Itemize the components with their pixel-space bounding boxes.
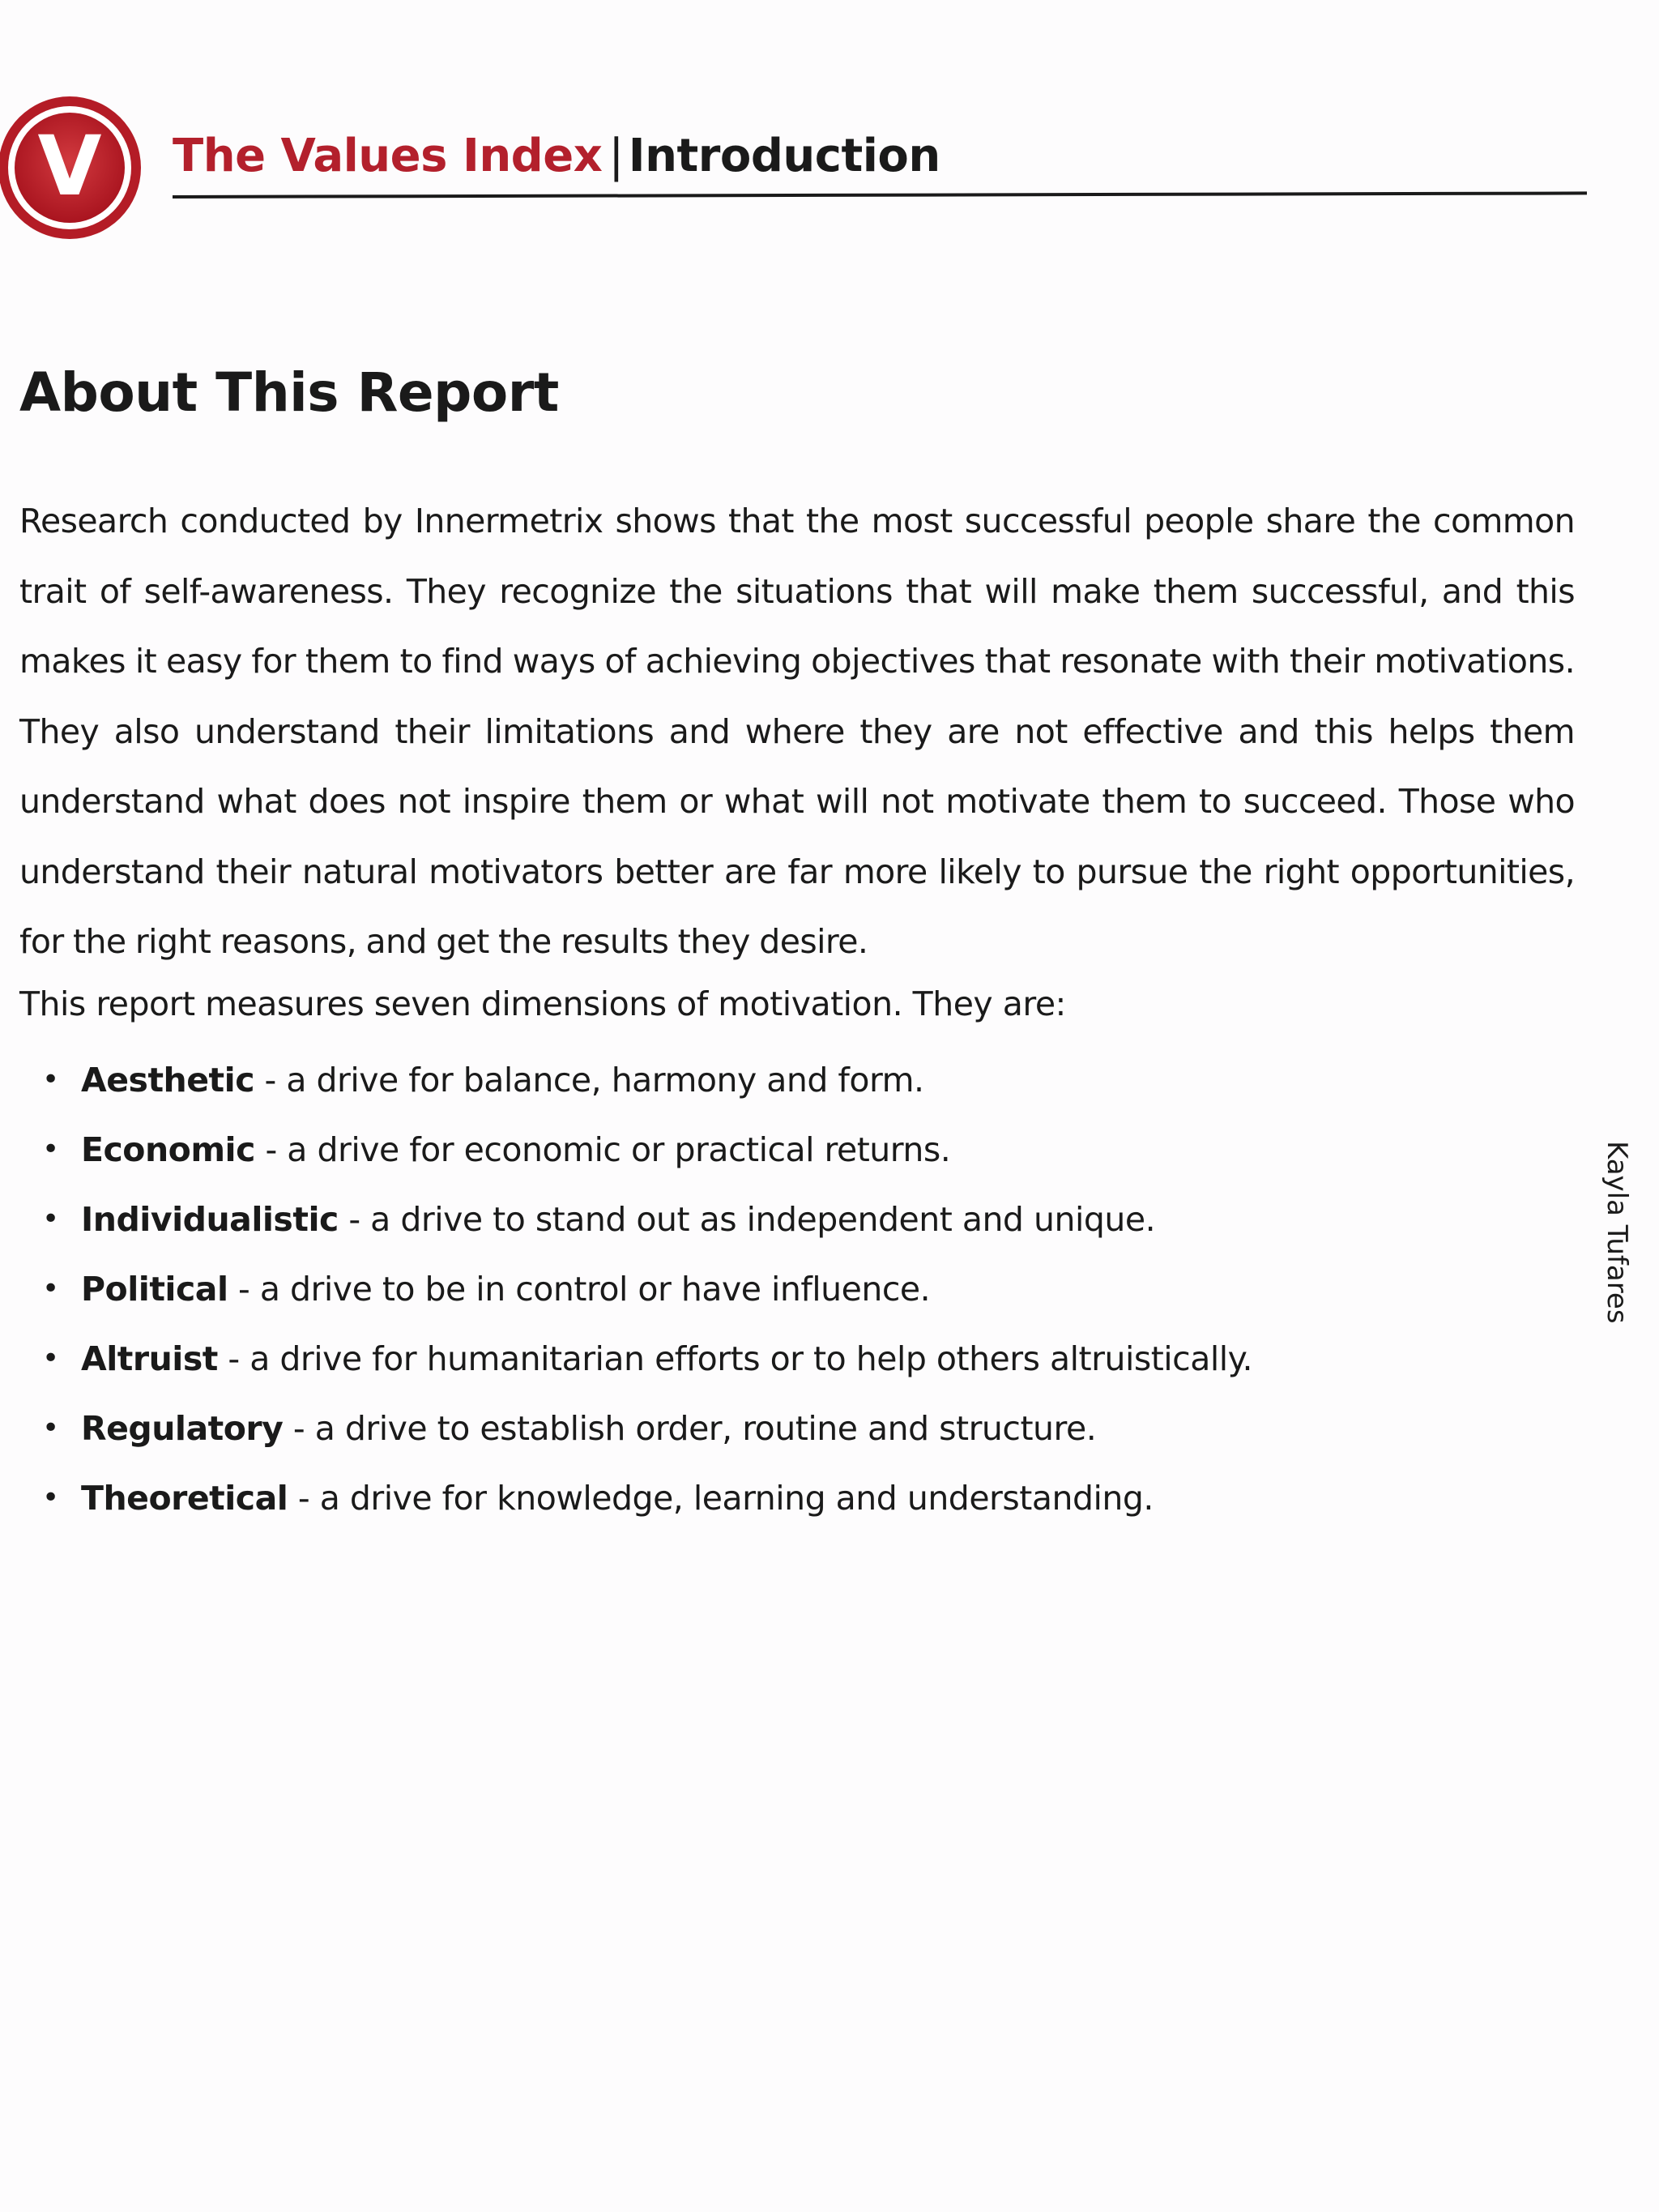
header-separator: | [608,130,624,182]
side-name-wrapper [1597,1141,1633,1329]
dimension-term: Individualistic [81,1200,339,1239]
dimension-description: - a drive for balance, harmony and form. [254,1061,924,1100]
list-item [42,1115,1252,1185]
dimensions-list [42,1045,1252,1533]
bullet-icon: • [42,1481,59,1514]
list-item [42,1254,1252,1324]
bullet-icon: • [42,1272,59,1305]
header-divider [173,191,1587,199]
values-index-logo [0,91,144,245]
logo-letter: V [37,118,102,215]
intro-paragraph: Research conducted by Innermetrix shows that the most successful people share the common trait of self-awareness. They recognize the situations that will make them successful, and this makes it easy for them to find ways of achieving objectives that resonate with their motivations. They also understand their limitations and where they are not effective and this helps them understand what does not inspire them or what will not motivate them to succeed. Those who understand their natural motivators better are far more likely to pursue the right opportunities, for the right reasons, and get the results they desire. [19,502,1575,961]
list-item [42,1045,1252,1115]
dimension-term: Regulatory [81,1409,284,1448]
dimension-term: Economic [81,1130,255,1169]
dimension-term: Theoretical [81,1479,288,1518]
bullet-icon: • [42,1411,59,1445]
dimension-term: Altruist [81,1339,218,1378]
list-item [42,1394,1252,1463]
dimension-description: - a drive to be in control or have influence. [228,1270,931,1309]
dimension-description: - a drive for economic or practical returns. [254,1130,951,1169]
page-title: About This Report [19,361,559,424]
list-item [42,1185,1252,1254]
bullet-icon: • [42,1063,59,1096]
dimension-term: Aesthetic [81,1061,254,1100]
dimension-description: - a drive for humanitarian efforts or to help others altruistically. [217,1339,1253,1378]
dimension-term: Political [81,1270,228,1309]
dimension-description: - a drive to stand out as independent and unique. [338,1200,1156,1239]
list-item [42,1463,1252,1533]
list-item [42,1324,1252,1394]
bullet-icon: • [42,1342,59,1375]
dimension-description: - a drive to establish order, routine and structure. [283,1409,1097,1448]
document-header [173,130,940,182]
dimensions-intro: This report measures seven dimensions of motivation. They are: [19,984,1066,1023]
section-name: Introduction [628,130,940,182]
bullet-icon: • [42,1133,59,1166]
side-person-name: Kayla Tufares [1601,1141,1633,1324]
brand-name: The Values Index [173,130,603,182]
dimension-description: - a drive for knowledge, learning and understanding. [288,1479,1154,1518]
bullet-icon: • [42,1202,59,1236]
